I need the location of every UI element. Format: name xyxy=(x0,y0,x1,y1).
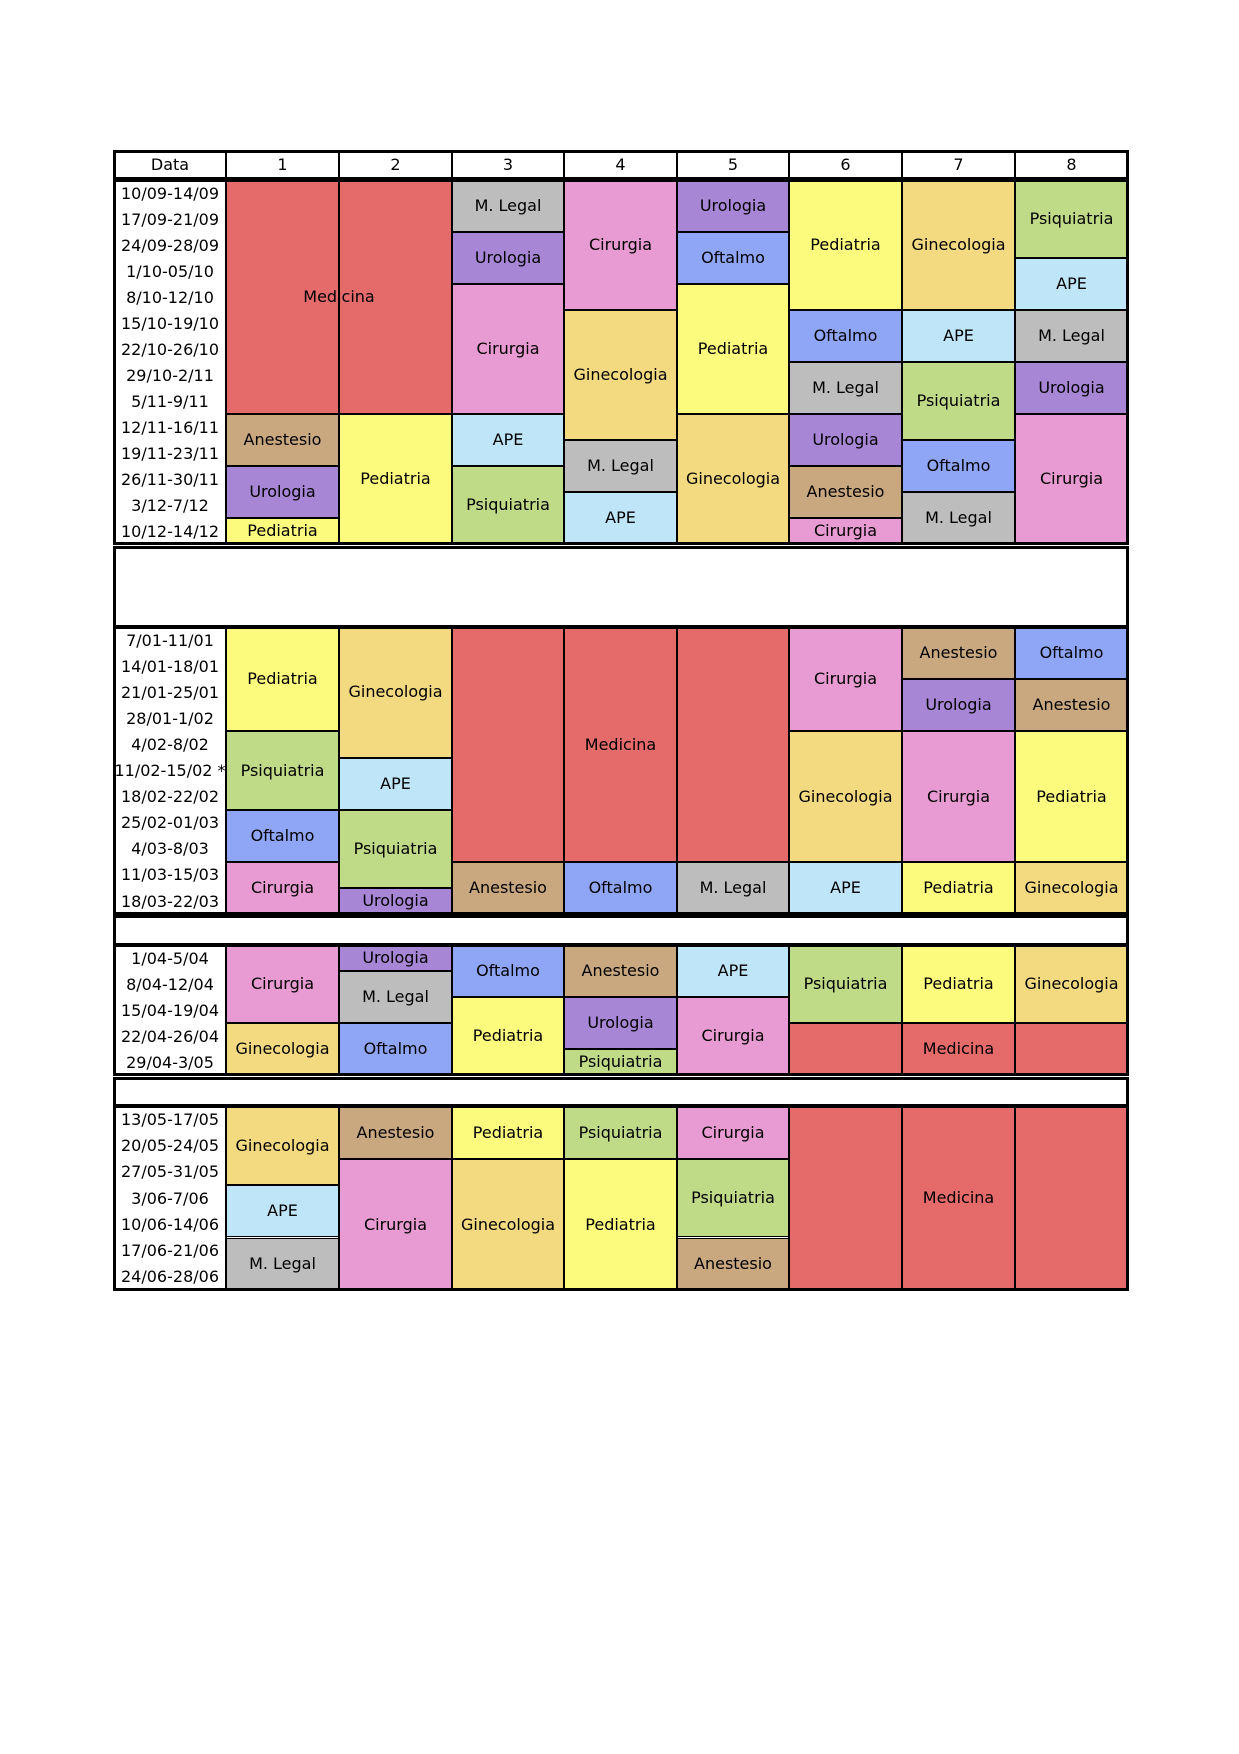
rotation-cell-anestesio: Anestesio xyxy=(564,945,677,997)
rotation-cell-anestesio: Anestesio xyxy=(452,862,564,914)
rotation-cell-medicina: Medicina xyxy=(226,180,452,414)
header-column-4: 4 xyxy=(564,151,677,179)
rotation-cell-m-legal: M. Legal xyxy=(564,440,677,492)
date-row: 5/11-9/11 xyxy=(131,391,209,411)
date-row: 10/12-14/12 xyxy=(121,521,219,541)
rotation-cell-pediatria: Pediatria xyxy=(1015,731,1128,862)
rotation-cell-ape: APE xyxy=(226,1185,339,1238)
date-row: 20/05-24/05 xyxy=(121,1135,219,1155)
rotation-cell-ape: APE xyxy=(339,758,452,810)
rotation-cell-pediatria: Pediatria xyxy=(452,997,564,1075)
header-column-7: 7 xyxy=(902,151,1015,179)
date-row: 17/06-21/06 xyxy=(121,1241,219,1261)
header-column-8: 8 xyxy=(1015,151,1128,179)
rotation-cell-psiquiatria: Psiquiatria xyxy=(902,362,1015,440)
rotation-cell-oftalmo: Oftalmo xyxy=(1015,627,1128,679)
rotation-cell-psiquiatria: Psiquiatria xyxy=(1015,180,1128,258)
rotation-cell-cirurgia: Cirurgia xyxy=(564,180,677,310)
rotation-cell-pediatria: Pediatria xyxy=(789,180,902,310)
rotation-cell-ginecologia: Ginecologia xyxy=(452,1159,564,1291)
header-column-3: 3 xyxy=(452,151,564,179)
rotation-cell-medicina: Medicina xyxy=(452,627,789,862)
rotation-cell-urologia: Urologia xyxy=(677,180,789,232)
rotation-cell-psiquiatria: Psiquiatria xyxy=(677,1159,789,1238)
rotation-cell-m-legal: M. Legal xyxy=(339,971,452,1023)
date-row: 29/10-2/11 xyxy=(126,365,214,385)
rotation-cell-cirurgia: Cirurgia xyxy=(789,627,902,731)
rotation-cell-psiquiatria: Psiquiatria xyxy=(789,945,902,1023)
date-row: 7/01-11/01 xyxy=(126,630,214,650)
date-row: 26/11-30/11 xyxy=(121,469,219,489)
date-row: 29/04-3/05 xyxy=(126,1052,214,1072)
rotation-cell-cirurgia: Cirurgia xyxy=(677,1106,789,1159)
date-row: 1/04-5/04 xyxy=(131,948,209,968)
rotation-cell-ape: APE xyxy=(1015,258,1128,310)
date-row: 3/06-7/06 xyxy=(131,1188,209,1208)
rotation-cell-ginecologia: Ginecologia xyxy=(226,1023,339,1075)
date-row: 15/04-19/04 xyxy=(121,1000,219,1020)
date-row: 3/12-7/12 xyxy=(131,495,209,515)
rotation-cell-m-legal: M. Legal xyxy=(452,180,564,232)
date-row: 18/02-22/02 xyxy=(121,787,219,807)
date-row: 8/10-12/10 xyxy=(126,287,214,307)
rotation-cell-ginecologia: Ginecologia xyxy=(1015,945,1128,1023)
rotation-cell-anestesio: Anestesio xyxy=(339,1106,452,1159)
rotation-cell-pediatria: Pediatria xyxy=(226,627,339,731)
rotation-cell-m-legal: M. Legal xyxy=(902,492,1015,544)
date-row: 4/02-8/02 xyxy=(131,734,209,754)
header-column-5: 5 xyxy=(677,151,789,179)
date-row: 8/04-12/04 xyxy=(126,974,214,994)
rotation-cell-anestesio: Anestesio xyxy=(902,627,1015,679)
rotation-cell-ginecologia: Ginecologia xyxy=(339,627,452,758)
rotation-cell-oftalmo: Oftalmo xyxy=(564,862,677,914)
header-date: Data xyxy=(114,151,226,179)
rotation-cell-urologia: Urologia xyxy=(452,232,564,284)
rotation-cell-cirurgia: Cirurgia xyxy=(1015,414,1128,544)
rotation-cell-cirurgia: Cirurgia xyxy=(789,518,902,544)
separator-row xyxy=(113,1077,1129,1107)
rotation-cell-cirurgia: Cirurgia xyxy=(226,862,339,914)
header-column-2: 2 xyxy=(339,151,452,179)
rotation-cell-urologia: Urologia xyxy=(339,945,452,971)
rotation-cell-cirurgia: Cirurgia xyxy=(902,731,1015,862)
date-row: 17/09-21/09 xyxy=(121,209,219,229)
header-column-6: 6 xyxy=(789,151,902,179)
rotation-cell-cirurgia: Cirurgia xyxy=(339,1159,452,1291)
rotation-cell-ginecologia: Ginecologia xyxy=(789,731,902,862)
date-row: 12/11-16/11 xyxy=(121,417,219,437)
rotation-cell-ginecologia: Ginecologia xyxy=(1015,862,1128,914)
date-row: 24/06-28/06 xyxy=(121,1267,219,1287)
rotation-cell-urologia: Urologia xyxy=(339,888,452,914)
rotation-cell-urologia: Urologia xyxy=(789,414,902,466)
rotation-cell-ape: APE xyxy=(789,862,902,914)
rotation-cell-oftalmo: Oftalmo xyxy=(677,232,789,284)
rotation-cell-ape: APE xyxy=(677,945,789,997)
date-row: 24/09-28/09 xyxy=(121,235,219,255)
rotation-cell-m-legal: M. Legal xyxy=(789,362,902,414)
date-row: 10/09-14/09 xyxy=(121,183,219,203)
rotation-cell-ginecologia: Ginecologia xyxy=(226,1106,339,1185)
date-row: 14/01-18/01 xyxy=(121,656,219,676)
rotation-cell-pediatria: Pediatria xyxy=(564,1159,677,1291)
date-row: 28/01-1/02 xyxy=(126,708,214,728)
rotation-cell-psiquiatria: Psiquiatria xyxy=(452,466,564,544)
date-row: 4/03-8/03 xyxy=(131,839,209,859)
rotation-cell-anestesio: Anestesio xyxy=(1015,679,1128,731)
rotation-cell-urologia: Urologia xyxy=(564,997,677,1049)
rotation-cell-m-legal: M. Legal xyxy=(677,862,789,914)
rotation-cell-oftalmo: Oftalmo xyxy=(339,1023,452,1075)
rotation-cell-pediatria: Pediatria xyxy=(902,945,1015,1023)
separator-row xyxy=(113,915,1129,946)
date-row: 21/01-25/01 xyxy=(121,682,219,702)
rotation-cell-ape: APE xyxy=(452,414,564,466)
date-row: 25/02-01/03 xyxy=(121,813,219,833)
rotation-cell-m-legal: M. Legal xyxy=(1015,310,1128,362)
rotation-cell-ape: APE xyxy=(902,310,1015,362)
rotation-cell-psiquiatria: Psiquiatria xyxy=(339,810,452,888)
date-row: 11/02-15/02 * xyxy=(114,761,226,781)
date-row: 1/10-05/10 xyxy=(126,261,214,281)
date-row: 22/10-26/10 xyxy=(121,339,219,359)
rotation-cell-pediatria: Pediatria xyxy=(339,414,452,544)
rotation-cell-ginecologia: Ginecologia xyxy=(564,310,677,440)
rotation-cell-oftalmo: Oftalmo xyxy=(452,945,564,997)
rotation-cell-medicina: Medicina xyxy=(789,1106,1128,1290)
rotation-cell-pediatria: Pediatria xyxy=(677,284,789,414)
rotation-cell-oftalmo: Oftalmo xyxy=(789,310,902,362)
rotation-cell-urologia: Urologia xyxy=(902,679,1015,731)
rotation-cell-pediatria: Pediatria xyxy=(226,518,339,544)
date-row: 13/05-17/05 xyxy=(121,1109,219,1129)
header-column-1: 1 xyxy=(226,151,339,179)
date-row: 22/04-26/04 xyxy=(121,1026,219,1046)
rotation-cell-ginecologia: Ginecologia xyxy=(902,180,1015,310)
rotation-cell-anestesio: Anestesio xyxy=(677,1238,789,1291)
rotation-cell-urologia: Urologia xyxy=(226,466,339,518)
rotation-cell-psiquiatria: Psiquiatria xyxy=(226,731,339,809)
date-row: 11/03-15/03 xyxy=(121,865,219,885)
rotation-cell-cirurgia: Cirurgia xyxy=(677,997,789,1075)
rotation-cell-psiquiatria: Psiquiatria xyxy=(564,1049,677,1075)
rotation-cell-m-legal: M. Legal xyxy=(226,1238,339,1291)
separator-row xyxy=(113,546,1129,628)
date-row: 15/10-19/10 xyxy=(121,313,219,333)
rotation-cell-oftalmo: Oftalmo xyxy=(902,440,1015,492)
rotation-cell-anestesio: Anestesio xyxy=(226,414,339,466)
date-row: 10/06-14/06 xyxy=(121,1214,219,1234)
rotation-cell-oftalmo: Oftalmo xyxy=(226,810,339,862)
date-row: 18/03-22/03 xyxy=(121,891,219,911)
date-row: 19/11-23/11 xyxy=(121,443,219,463)
rotation-cell-ginecologia: Ginecologia xyxy=(677,414,789,544)
rotation-cell-psiquiatria: Psiquiatria xyxy=(564,1106,677,1159)
rotation-cell-ape: APE xyxy=(564,492,677,544)
rotation-cell-urologia: Urologia xyxy=(1015,362,1128,414)
rotation-cell-anestesio: Anestesio xyxy=(789,466,902,518)
rotation-cell-pediatria: Pediatria xyxy=(902,862,1015,914)
rotation-cell-cirurgia: Cirurgia xyxy=(226,945,339,1023)
date-row: 27/05-31/05 xyxy=(121,1162,219,1182)
rotation-cell-pediatria: Pediatria xyxy=(452,1106,564,1159)
rotation-cell-cirurgia: Cirurgia xyxy=(452,284,564,414)
rotation-cell-medicina: Medicina xyxy=(789,1023,1128,1075)
